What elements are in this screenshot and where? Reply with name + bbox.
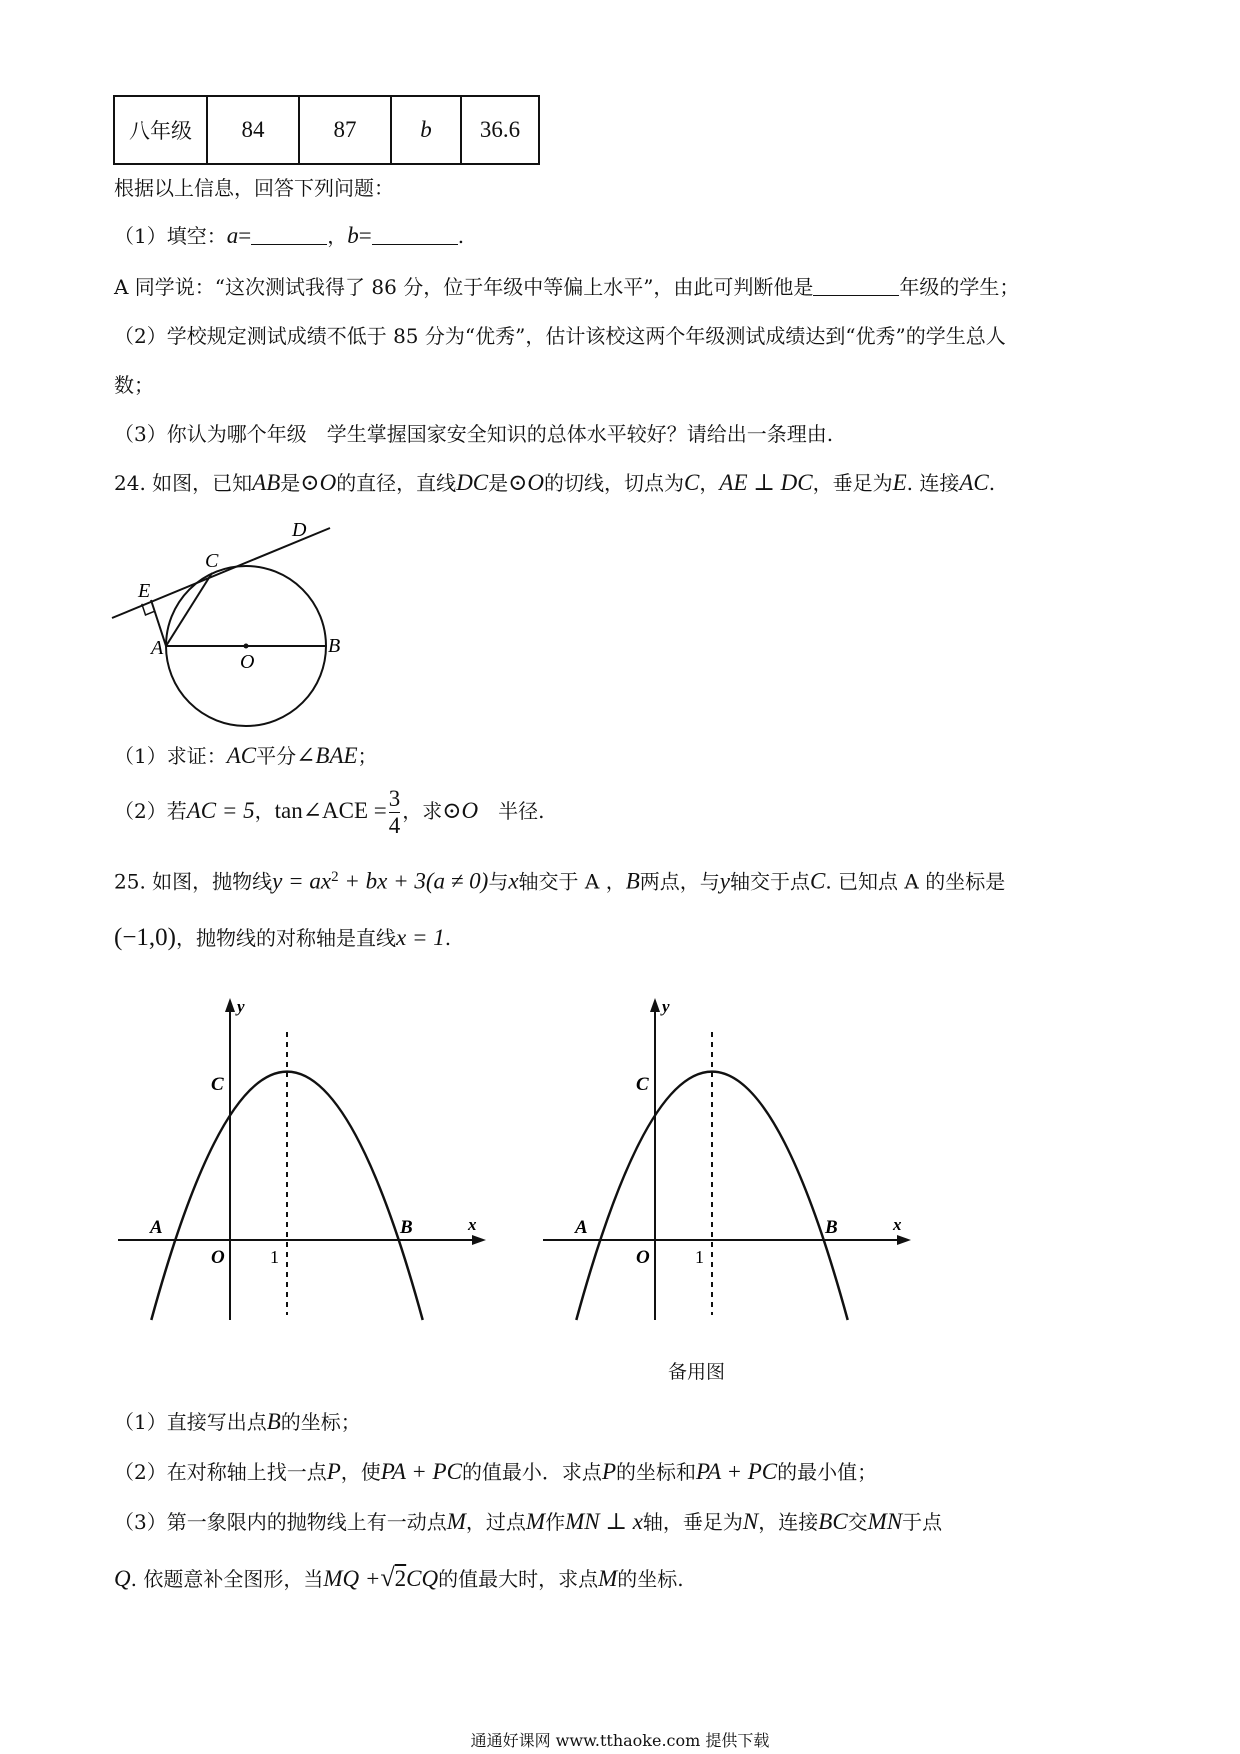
label-x: x [893,1215,902,1234]
perp-relation: AE ⊥ DC [719,470,813,495]
label-c: C [211,1074,224,1095]
q23-p1-prefix: （1）填空： [114,224,227,248]
radicand: 2 [394,1566,407,1591]
period: . [444,926,452,950]
mq-plus: MQ + [323,1566,381,1591]
seg-bc: BC [818,1509,848,1534]
table-row [114,96,539,164]
q25-t6: . 已知点 A 的坐标是 [825,869,1006,894]
q24-t7: ，垂足为 [812,471,893,495]
q25-part3b [114,1564,684,1593]
seg-ac: AC [959,470,989,495]
point-m: M [525,1509,546,1534]
q25-p3a-t3: 作 [545,1510,566,1534]
circle-symbol: ⊙ [508,470,528,495]
period: . [457,224,465,248]
page-footer: 通通好课网 www.tthaoke.com 提供下载 [470,1731,770,1750]
label-c: C [636,1074,649,1095]
label-b: B [400,1217,413,1238]
q23-part2a: （2）学校规定测试成绩不低于 85 分为“优秀”，估计该校这两个年级测试成绩达到“优秀”的学生总人 [114,324,1006,348]
parabola-eq-rest: + bx + 3(a ≠ 0) [338,868,489,894]
label-a: A [151,637,164,659]
table-cell-grade: 八年级 [114,96,207,164]
point-m: M [446,1509,466,1534]
label-b: B [825,1217,838,1238]
label-o: O [240,651,255,673]
intro-text: 根据以上信息，回答下列问题： [114,176,394,200]
q24-t9: . [988,471,996,495]
point-e: E [892,470,907,495]
angle-bae: ∠BAE [296,743,358,768]
point-p: P [601,1459,616,1484]
eq-sign: = [238,223,252,248]
point-o: O [319,470,337,495]
q25-l2-t: ，抛物线的对称轴是直线 [176,926,396,950]
exponent: 2 [331,869,339,885]
axis-eq: x = 1 [396,925,445,950]
q25-p3a-t6: 交 [847,1510,868,1534]
pa-plus-pc: PA + PC [696,1459,778,1484]
point-o: O [461,798,479,823]
tan-ace: tan∠ACE = [274,798,387,823]
var-x: x [508,868,519,894]
label-a: A [150,1217,163,1238]
y-axis-arrow [225,998,235,1012]
q24-circle-figure [100,510,360,730]
q24-t5: 的切线，切点为 [544,471,685,495]
q23-p1b-pre: A 同学说：“这次测试我得了 86 分，位于年级中等偏上水平”，由此可判断他是 [114,275,814,299]
parabola-eq: y = ax [272,868,332,894]
q25-part1 [114,1408,361,1436]
q23-part2b: 数； [114,373,154,397]
mn-perp-x: MN ⊥ x [565,1509,643,1534]
y-axis-arrow [650,998,660,1012]
table-cell-mode: b [391,96,461,164]
point-a-coord: (−1,0) [114,924,176,951]
q25-part3a [114,1508,942,1536]
q25-p3b-t1: . 依题意补全图形，当 [130,1567,324,1591]
q24-p1-pre: （1）求证： [114,744,227,768]
q24-p1-end: ； [357,744,378,768]
sqrt-icon: √ [380,1563,395,1592]
q25-p3a-end: 于点 [902,1510,943,1534]
q25-p3a-pre: （3）第一象限内的抛物线上有一动点 [114,1510,447,1534]
label-y: y [237,997,245,1016]
seg-mn: MN [867,1509,903,1534]
q24-t3: 的直径，直线 [336,471,457,495]
q25-t4: 两点，与 [639,869,720,894]
q25-p1-post: 的坐标； [280,1410,361,1434]
q25-p3a-t4: 轴，垂足为 [642,1510,743,1534]
q24-t1: 24. 如图，已知 [114,471,253,495]
point-b: B [266,1409,281,1434]
x-axis-arrow [897,1235,911,1245]
point-c: C [809,868,826,894]
q25-p3a-t2: ，过点 [465,1510,526,1534]
label-d: D [292,519,307,541]
q25-p2-pre: （2）在对称轴上找一点 [114,1460,327,1484]
seg-cq: CQ [406,1566,439,1591]
label-x: x [468,1215,477,1234]
figure-caption: 备用图 [668,1361,726,1383]
table-cell-variance: 36.6 [461,96,539,164]
q25-part2 [114,1458,877,1486]
point-o: O [527,470,545,495]
q25-t5: 轴交于点 [729,869,810,894]
parabola-figure-main [110,990,500,1335]
q24-t6: ， [699,471,720,495]
label-b: B [328,635,341,657]
point-q: Q [114,1566,131,1591]
point-c: C [684,470,700,495]
circle-symbol: ⊙ [442,798,462,823]
label-o: O [211,1247,225,1268]
circle-symbol: ⊙ [300,470,320,495]
q25-p2-t3: 的值最小．求点 [461,1460,602,1484]
seg-ac: AC [226,743,257,768]
q25-p2-t2: ，使 [340,1460,381,1484]
label-c: C [205,550,219,572]
point-b: B [625,868,640,894]
q25-t3: 轴交于 A ， [518,869,626,894]
point-p: P [326,1459,341,1484]
fraction-three-quarters [389,786,401,839]
q24-stem [114,469,995,497]
point-m: M [598,1566,618,1591]
fraction-num: 3 [388,786,401,811]
blank-b [372,224,458,245]
ac-equals: AC = 5 [186,798,255,823]
label-one: 1 [695,1247,704,1267]
var-b: b [347,223,359,248]
table-cell-median: 87 [299,96,391,164]
seg-ab: AB [252,470,281,495]
chord-ac [166,573,212,646]
tangent-line-dc [112,528,330,618]
var-y: y [719,868,730,894]
q25-p3b-end: 的坐标. [617,1567,684,1591]
label-y: y [662,997,670,1016]
q25-stem-line1 [114,863,1005,896]
q24-t2: 是 [280,471,301,495]
comma: ， [327,224,348,248]
q23-part3: （3）你认为哪个年级 学生掌握国家安全知识的总体水平较好？请给出一条理由. [114,422,834,446]
q25-p2-t4: 的坐标和 [616,1460,696,1484]
q23-part1 [114,222,464,250]
q25-stem-line2 [114,924,451,952]
x-axis-arrow [472,1235,486,1245]
q25-t2: 与 [488,869,509,894]
q24-p2-end: 半径. [478,799,545,823]
q24-t8: . 连接 [906,471,960,495]
q25-t1: 25. 如图，抛物线 [114,869,273,894]
q24-p1-mid: 平分 [256,744,297,768]
pa-plus-pc: PA + PC [380,1459,462,1484]
q23-part1b [114,273,1019,301]
label-one: 1 [270,1247,279,1267]
q24-p2-pre: （2）若 [114,799,187,823]
blank-a [251,224,327,245]
q25-p2-end: 的最小值； [777,1460,878,1484]
q24-part1 [114,742,378,770]
q24-part2 [114,782,545,840]
label-a: A [575,1217,588,1238]
q25-p3b-t2: 的值最大时，求点 [438,1567,599,1591]
q25-p3a-t5: ，连接 [758,1510,819,1534]
center-dot [244,644,249,649]
eq-sign: = [358,223,372,248]
q24-t4: 是 [488,471,509,495]
var-a: a [226,223,239,248]
label-e: E [138,580,151,602]
parabola-figure-spare [535,990,925,1335]
q24-p2-mid: ，求 [402,799,443,823]
q25-p1-pre: （1）直接写出点 [114,1410,267,1434]
label-o: O [636,1247,650,1268]
fraction-den: 4 [388,813,401,838]
line-dc: DC [456,470,489,495]
q23-p1b-post: 年级的学生； [899,275,1020,299]
comma: ， [254,799,275,823]
blank-grade [813,275,899,296]
table-cell-mean: 84 [207,96,299,164]
point-n: N [742,1509,759,1534]
grade-table [113,95,540,165]
